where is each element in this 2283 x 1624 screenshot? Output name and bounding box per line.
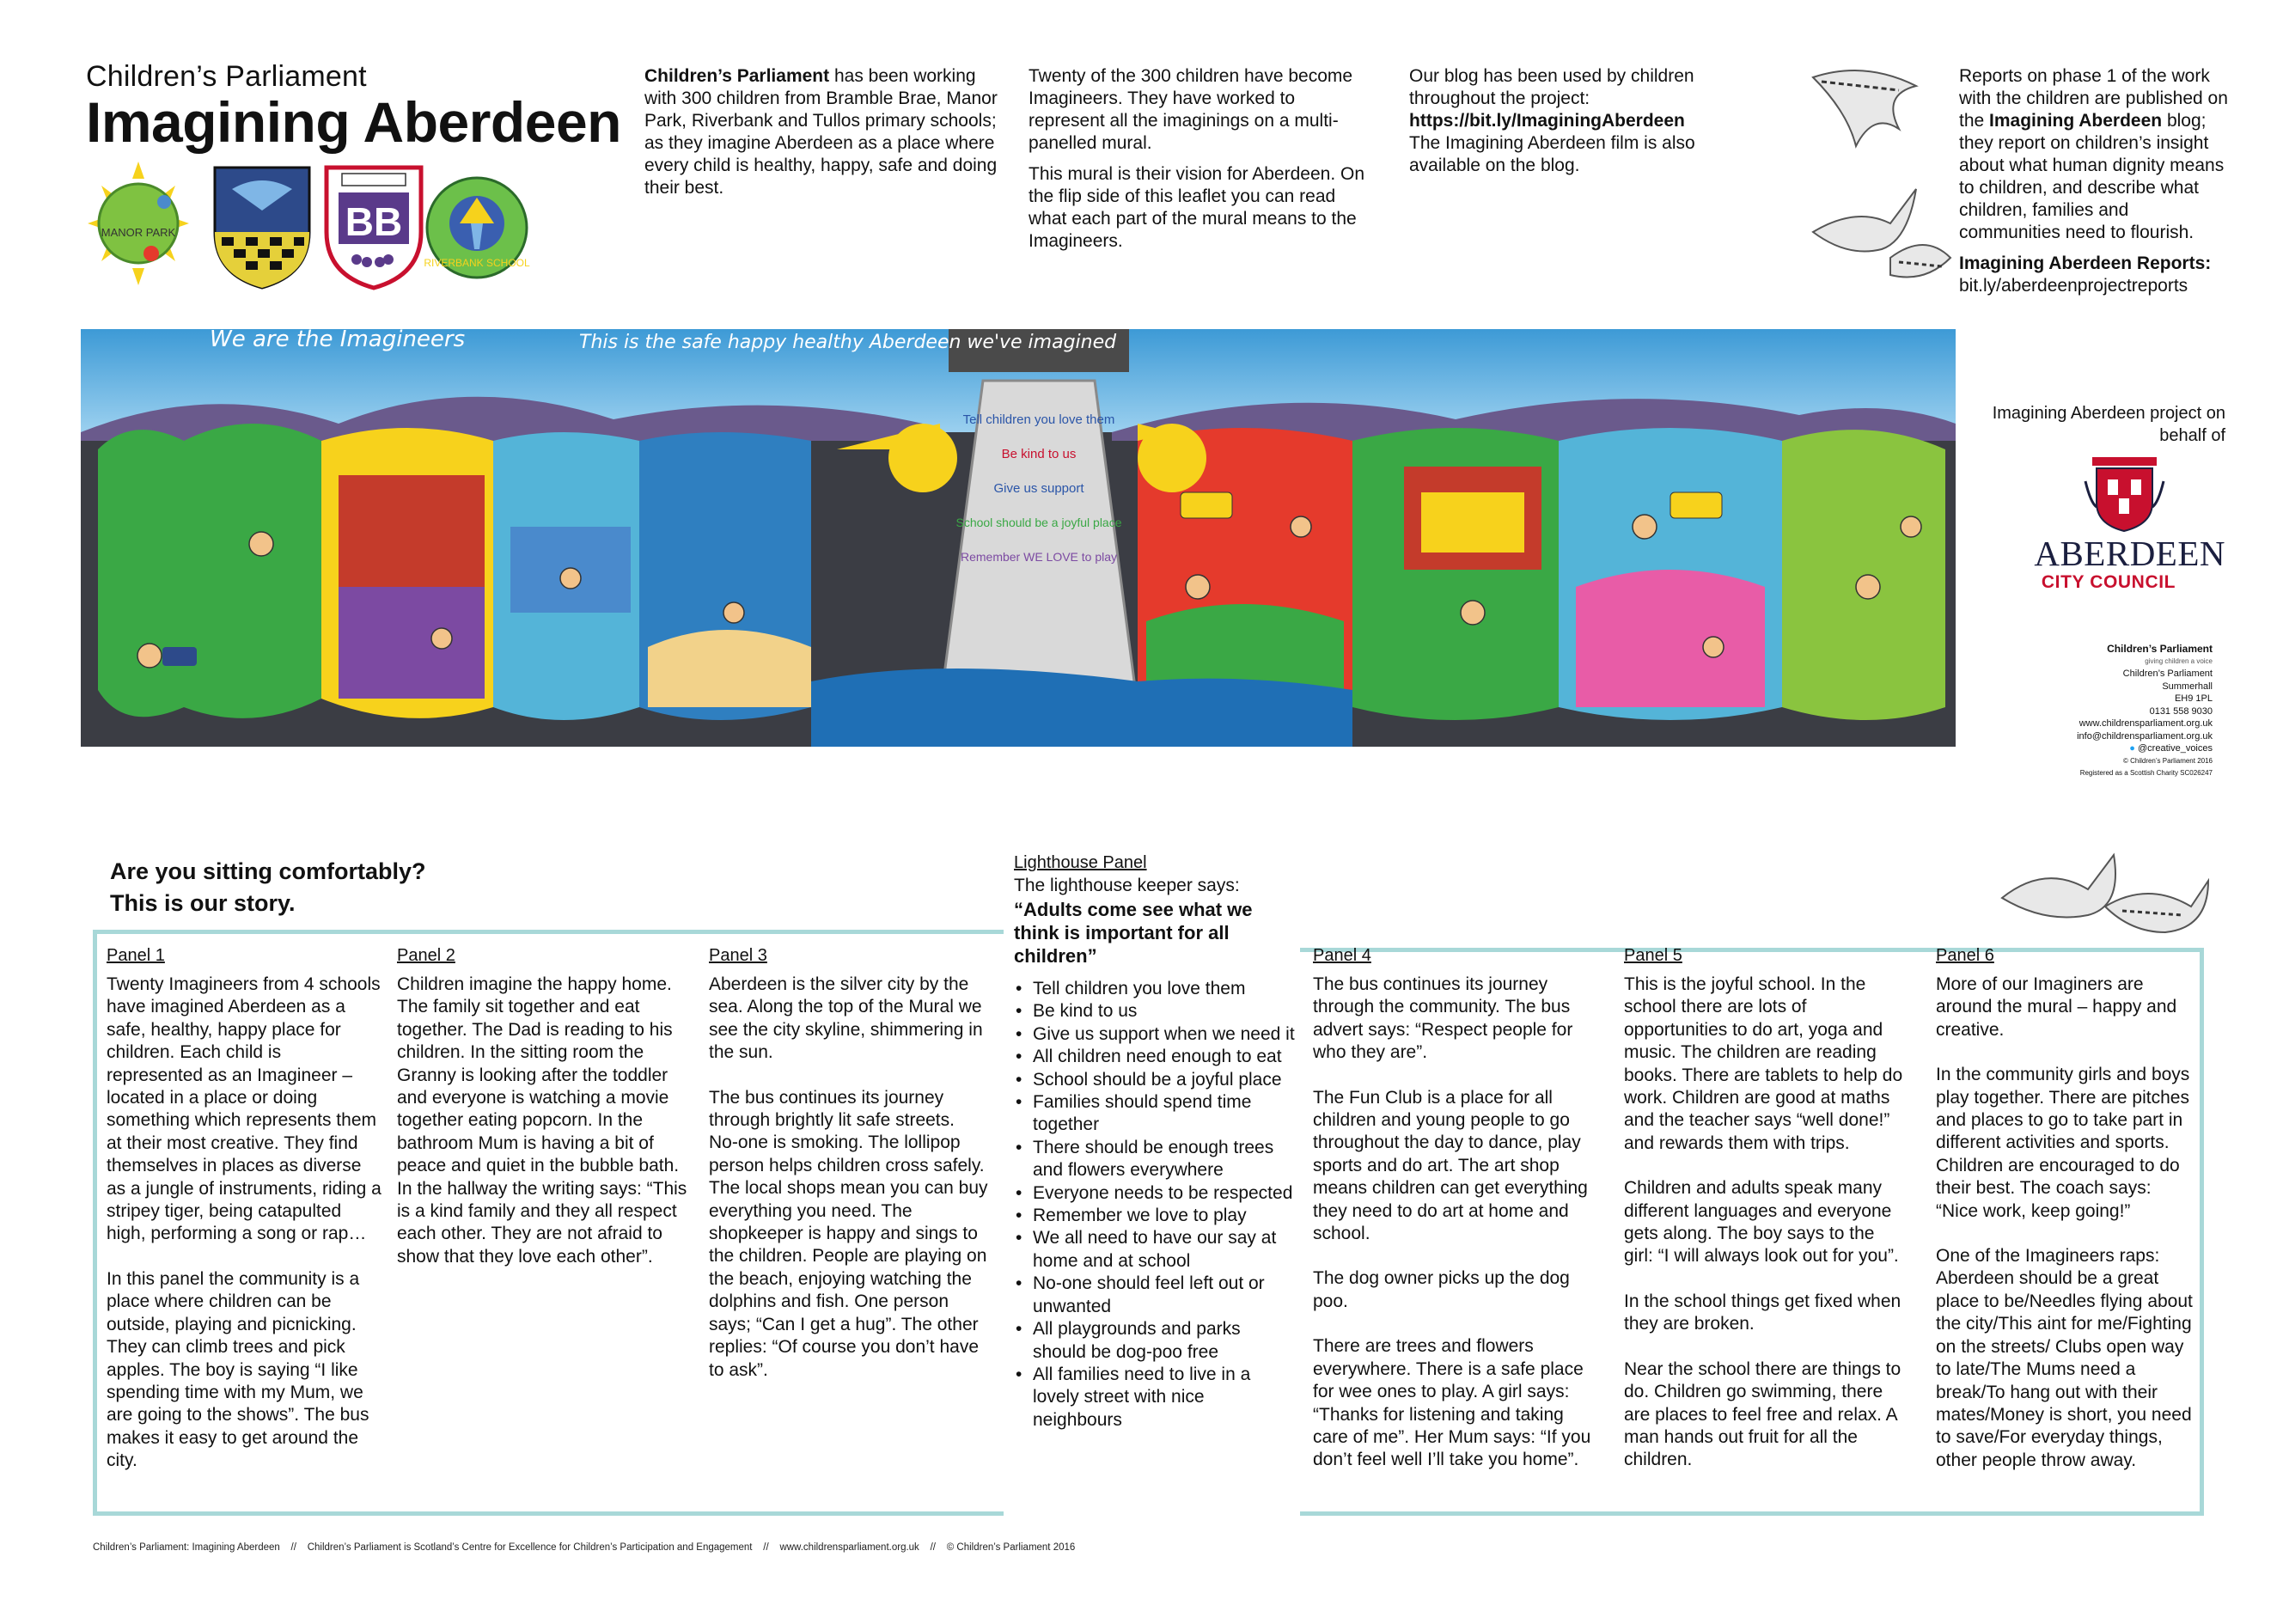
list-item: • All children need enough to eat [1014,1046,1297,1068]
contact-email[interactable]: info@childrensparliament.org.uk [2077,730,2213,742]
panel-4-text: There are trees and flowers everywhere. There is a safe place for wee ones to play. A girl says: “Thanks for listening and taking care of me”. Her Mum says: “If you don’t feel well I’ll take you home”. [1313,1336,1591,1470]
panel-4 [1313,944,1601,1494]
twitter-handle[interactable]: @creative_voices [2138,743,2213,754]
panel-1-text: In this panel the community is a place where children can be outside, playing and picnicking. They can climb trees and pick apples. The boy is saying “I like spending time with my Mum, we are going to the shows”. The bus makes it easy to get around the city. [107,1268,369,1471]
panel-5-text: This is the joyful school. In the school there are lots of opportunities to do art, yoga and music. The children are reading books. There are tablets to help do work. Children are good at maths and the teacher says “well done!” and rewards them with trips. [1624,974,1903,1153]
panel-5-text: In the school things get fixed when they are broken. [1624,1291,1901,1334]
panel-5 [1624,944,1908,1494]
panel-6-text: More of our Imaginers are around the mural – happy and creative. [1936,974,2177,1040]
manor-park-badge-text: MANOR PARK [101,226,176,239]
intro-column-4 [1959,65,2234,306]
panel-4-text: The Fun Club is a place for all children and young people to go throughout the day to dance, play sports and do art. The art shop means children can get everything they need to do art at home and school. [1313,1087,1588,1244]
panel-3-title: Panel 3 [709,946,767,965]
panel-6-text: In the community girls and boys play together. There are pitches and places to go to take part in different activities and sports. Children are encouraged to do their best. The coach says: “Nice work, keep going!” [1936,1065,2190,1221]
panel-2 [397,944,689,1291]
seagulls-small-illustration [1993,846,2217,941]
org-name: Children’s Parliament [86,60,367,93]
tullos-badge [206,155,318,292]
contact-website[interactable]: www.childrensparliament.org.uk [2079,718,2213,729]
panel-6 [1936,944,2194,1494]
reports-link[interactable]: bit.ly/aberdeenprojectreports [1959,276,2188,296]
blog-link[interactable]: https://bit.ly/ImaginingAberdeen [1409,111,1685,131]
panel-5-title: Panel 5 [1624,946,1682,965]
riverbank-badge-text: RIVERBANK SCHOOL [424,257,530,269]
intro-text-1: has been working with 300 children from Bramble Brae, Manor Park, Riverbank and Tullos primary schools; as they imagine Aberdeen as a place where every child is healthy, happy, safe and doing their best. [644,66,998,198]
story-heading [110,856,426,919]
reports-text-c: blog; they report on children’s insight about what human dignity means to children, and describe what children, families and communities need to flourish. [1959,111,2225,242]
lighthouse-intro: The lighthouse keeper says: [1014,876,1240,895]
lighthouse-quote: “Adults come see what we think is important for all children” [1014,899,1253,967]
intro-org-name: Children’s Parliament [644,66,830,86]
panel-5-text: Children and adults speak many different languages and everyone gets along. The boy says to the girl: “I will always look out for you”. [1624,1178,1899,1267]
lighthouse-line-2: Give us support [993,481,1084,496]
intro-column-3 [1409,65,1718,186]
manor-park-badge [82,155,194,292]
contact-line: 0131 558 9030 [2149,705,2213,717]
cp-logo-text: Children’s Parliament [2107,643,2213,655]
list-item: • Remember we love to play [1014,1205,1297,1227]
council-subtitle: CITY COUNCIL [2041,572,2176,592]
bramble-brae-badge-text: BB [345,199,403,244]
lighthouse-line-3: School should be a joyful place [955,516,1122,529]
intro-column-1 [644,65,1005,208]
aberdeen-crest-icon [2084,455,2165,533]
list-item: • We all need to have our say at home and at school [1014,1227,1297,1273]
contact-charity: Registered as a Scottish Charity SC026247 [2079,769,2213,777]
panel-4-title: Panel 4 [1313,946,1371,965]
lighthouse-list [1014,978,1297,1432]
panel-3-text: The bus continues its journey through brightly lit safe streets. No-one is smoking. The lollipop person helps children cross safely. The local shops mean you can buy everything you need. The shopkeeper is happy and sings to the children. People are playing on the beach, enjoying watching the dolphins and fish. One person says; “Can I get a hug”. The other replies: “Of course you don’t have to ask”. [709,1087,988,1380]
panel-6-title: Panel 6 [1936,946,1994,965]
panel-4-text: The dog owner picks up the dog poo. [1313,1268,1570,1311]
contact-line: Children’s Parliament [2122,669,2213,679]
cp-logo-sub: giving children a voice [2145,656,2213,665]
contact-line: EH9 1PL [2174,693,2213,704]
panel-4-text: The bus continues its journey through the community. The bus advert says: “Respect people for who they are”. [1313,974,1573,1063]
list-item: • School should be a joyful place [1014,1069,1297,1091]
panel-1-text: Twenty Imagineers from 4 schools have imagined Aberdeen as a safe, healthy, happy place for children. Each child is represented as an Imagineer – located in a place or doing something which represents them at their most creative. They find themselves in places as diverse as a jungle of instruments, riding a stripey tiger, being catapulted high, performing a song or rap… [107,974,382,1244]
list-item: • Tell children you love them [1014,978,1297,1000]
council-label: Imagining Aberdeen project on behalf of [1992,404,2225,445]
intro-blog-text: Our blog has been used by children throughout the project: [1409,66,1694,108]
story-heading-line-1: Are you sitting comfortably? [110,858,426,884]
lighthouse-line-1: Be kind to us [1001,447,1077,461]
panel-1-title: Panel 1 [107,946,165,965]
list-item: • All playgrounds and parks should be dog-poo free [1014,1318,1297,1364]
reports-text-a: Reports on phase 1 of the work with the children are published on the [1959,66,2228,131]
intro-column-2 [1029,65,1372,261]
list-item: • All families need to live in a lovely street with nice neighbours [1014,1364,1297,1432]
panel-2-text: Children imagine the happy home. The family sit together and eat together. The Dad is reading to his children. In the sitting room the Granny is looking after the toddler and everyone is watching a movie together eating popcorn. In the bathroom Mum is having a bit of peace and quiet in the bubble bath. In the hallway the writing says: “This is a kind family and they all respect each other. They are not afraid to show that they love each other”. [397,974,687,1267]
list-item: • Everyone needs to be respected [1014,1182,1297,1205]
panel-6-text: One of the Imagineers raps: Aberdeen should be a great place to be/Needles flying about the city/This aint for me/Fighting on the streets/ Clubs open way to late/The Mums need a break/To hang out with their mates/Money is short, you need to save/For everyday things, other people throw away. [1936,1246,2193,1470]
panel-3-text: Aberdeen is the silver city by the sea. Along the top of the Mural we see the city skyline, shimmering in the sun. [709,974,983,1063]
footer: Children’s Parliament: Imagining Aberdeen // Children’s Parliament is Scotland’s Centre for Excellence for Children’s Participation and Engagement // www.childrensparliament.org.uk // © Children’s Parliament 2016 [93,1542,1076,1553]
mural-banner-mid: This is the safe happy healthy Aberdeen we've imagined [579,332,1117,353]
panel-3 [709,944,988,1404]
lighthouse-title: Lighthouse Panel [1014,853,1147,872]
lighthouse-line-4: Remember WE LOVE to play [960,550,1118,564]
panel-2-title: Panel 2 [397,946,455,965]
intro-text-3: This mural is their vision for Aberdeen. On the flip side of this leaflet you can read what each part of the mural means to the Imagineers. [1029,164,1365,251]
mural-image [81,329,1956,747]
panel-1 [107,944,382,1495]
list-item: • No-one should feel left out or unwanted [1014,1273,1297,1318]
list-item: • There should be enough trees and flowers everywhere [1014,1137,1297,1182]
seagulls-illustration [1787,60,1959,318]
panel-5-text: Near the school there are things to do. Children go swimming, there are places to feel free and relax. A man hands out fruit for all the children. [1624,1358,1901,1470]
reports-label: Imagining Aberdeen Reports: [1959,253,2212,273]
list-item: • Be kind to us [1014,1000,1297,1023]
contact-line: Summerhall [2162,681,2213,692]
story-heading-line-2: This is our story. [110,890,296,916]
intro-film-text: The Imagining Aberdeen film is also available on the blog. [1409,133,1695,175]
bramble-brae-badge [318,155,430,292]
page-title: Imagining Aberdeen [86,90,621,154]
contact-block [1976,643,2213,780]
lighthouse-line-0: Tell children you love them [962,412,1115,427]
twitter-icon: ● [2129,743,2135,754]
list-item: • Families should spend time together [1014,1091,1297,1137]
council-name: ABERDEEN [2034,534,2225,573]
riverbank-badge [421,155,533,292]
contact-copyright: © Children’s Parliament 2016 [2122,756,2213,765]
reports-text-b: Imagining Aberdeen [1989,111,2163,131]
intro-text-2: Twenty of the 300 children have become Imagineers. They have worked to represent all the imaginings on a multi-panelled mural. [1029,66,1353,153]
list-item: • Give us support when we need it [1014,1023,1297,1046]
mural-banner-left: We are the Imagineers [210,329,466,352]
